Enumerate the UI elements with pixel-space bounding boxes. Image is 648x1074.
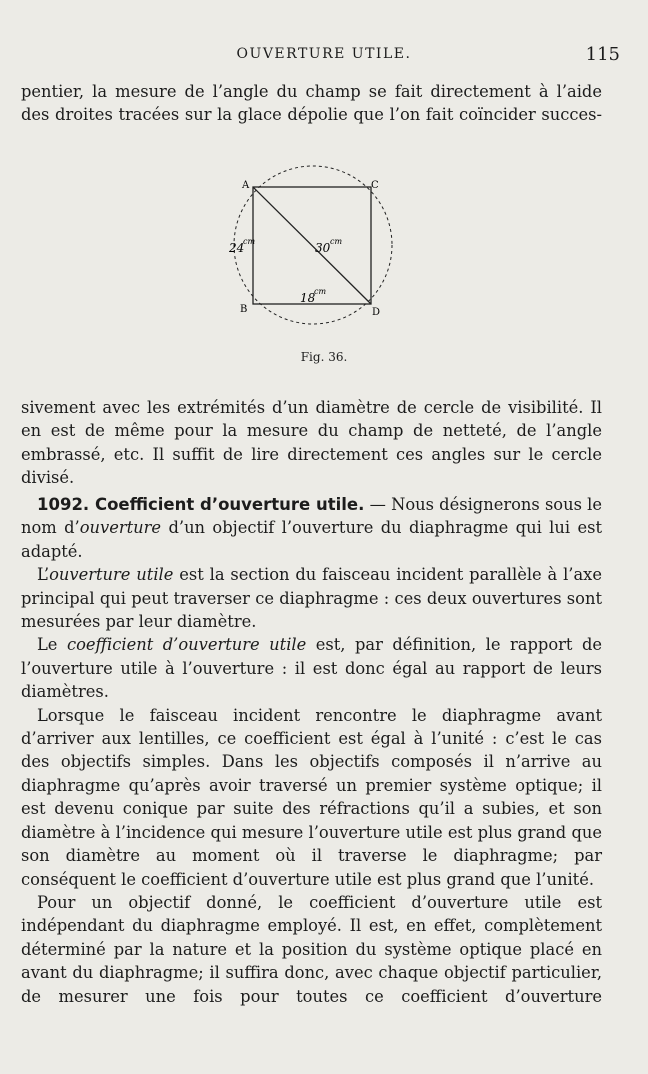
p1-text-b: d’un objectif l’ouverture du diaphragme qui lui est adapté. [21, 518, 602, 561]
section-1092 [21, 493, 602, 1008]
diagonal-label: 30 [315, 241, 331, 255]
paragraph-ouverture-utile [21, 563, 602, 633]
p1-emphasis: ouverture [79, 518, 162, 538]
paragraph-objectif-donne: Pour un objectif donné, le coefficient d’ouverture utile est indépendant du diaphragme employé. Il est, en effet, complètement déterminé par la nature et la position du système optique placé en avant du diaphragme; il suffira donc, avec chaque objectif particulier, de mesurer une fois pour toutes ce coefficient d’ouverture [21, 892, 602, 1006]
corner-c-label: C [371, 180, 379, 191]
p2-text-b: est la section du faisceau incident parallèle à l’axe principal qui peut traverser ce diaphragme : ces deux ouvertures sont mesurées par leur diamètre. [21, 565, 602, 632]
figure-36-drawing [220, 160, 400, 340]
paragraph-faisceau-incident: Lorsque le faisceau incident rencontre le diaphragme avant d’arriver aux lentilles, ce coefficient est égal à l’unité : c’est le cas des objectifs simples. Dans les objectifs composés il n’arrive au diaphragme qu’après avoir traversé un premier système optique; il est devenu conique par suite des réfractions qu’il a subies, et son diamètre à l’incidence qui mesure l’ouverture utile est plus grand que son diamètre au moment où il traverse le diaphragme; par conséquent le coefficient d’ouverture utile est plus grand que l’unité. [21, 705, 602, 889]
left-side-unit: cm [243, 237, 256, 246]
paragraph-after-figure-text: sivement avec les extrémités d’un diamètre de cercle de visibilité. Il en est de même pour la mesure du champ de netteté, de l’angle embrassé, etc. Il suffit de lire directement ces angles sur le cercle divisé. [21, 398, 602, 488]
diagonal-line [253, 187, 371, 304]
bottom-side-unit: cm [314, 287, 327, 296]
corner-a-label: A [242, 180, 250, 191]
paragraph-coefficient-definition [21, 633, 602, 703]
diagonal-unit: cm [330, 237, 343, 246]
page-number: 115 [585, 44, 620, 65]
p3-text-a: Le [37, 635, 67, 655]
figure-36 [220, 160, 400, 340]
p3-text-b: est, par définition, le rapport de l’ouverture utile à l’ouverture : il est donc égal au rapport de leurs diamètres. [21, 635, 603, 702]
p2-text-a: L’ [37, 565, 50, 585]
p2-emphasis: ouverture utile [49, 565, 174, 585]
p3-emphasis: coefficient d’ouverture utile [66, 635, 307, 655]
paragraph-after-figure [21, 396, 602, 490]
corner-b-label: B [240, 304, 248, 315]
bottom-side-label: 18 [300, 291, 316, 305]
p1-text-a: Nous désignerons sous le nom d’ [21, 495, 602, 538]
paragraph-top-text: pentier, la mesure de l’angle du champ se fait directement à l’aide des droites tracées sur la glace dépolie que l’on fait coïncider succes- [21, 82, 602, 125]
corner-d-label: D [372, 307, 381, 318]
paragraph-top [21, 80, 602, 127]
left-side-label: 24 [229, 241, 245, 255]
figure-caption: Fig. 36. [300, 350, 348, 364]
heading-dash: — [364, 495, 392, 514]
section-heading: 1092. Coefficient d’ouverture utile. [37, 495, 365, 514]
paragraph-definition-ouverture [21, 493, 602, 563]
running-title: OUVERTURE UTILE. [236, 46, 412, 62]
